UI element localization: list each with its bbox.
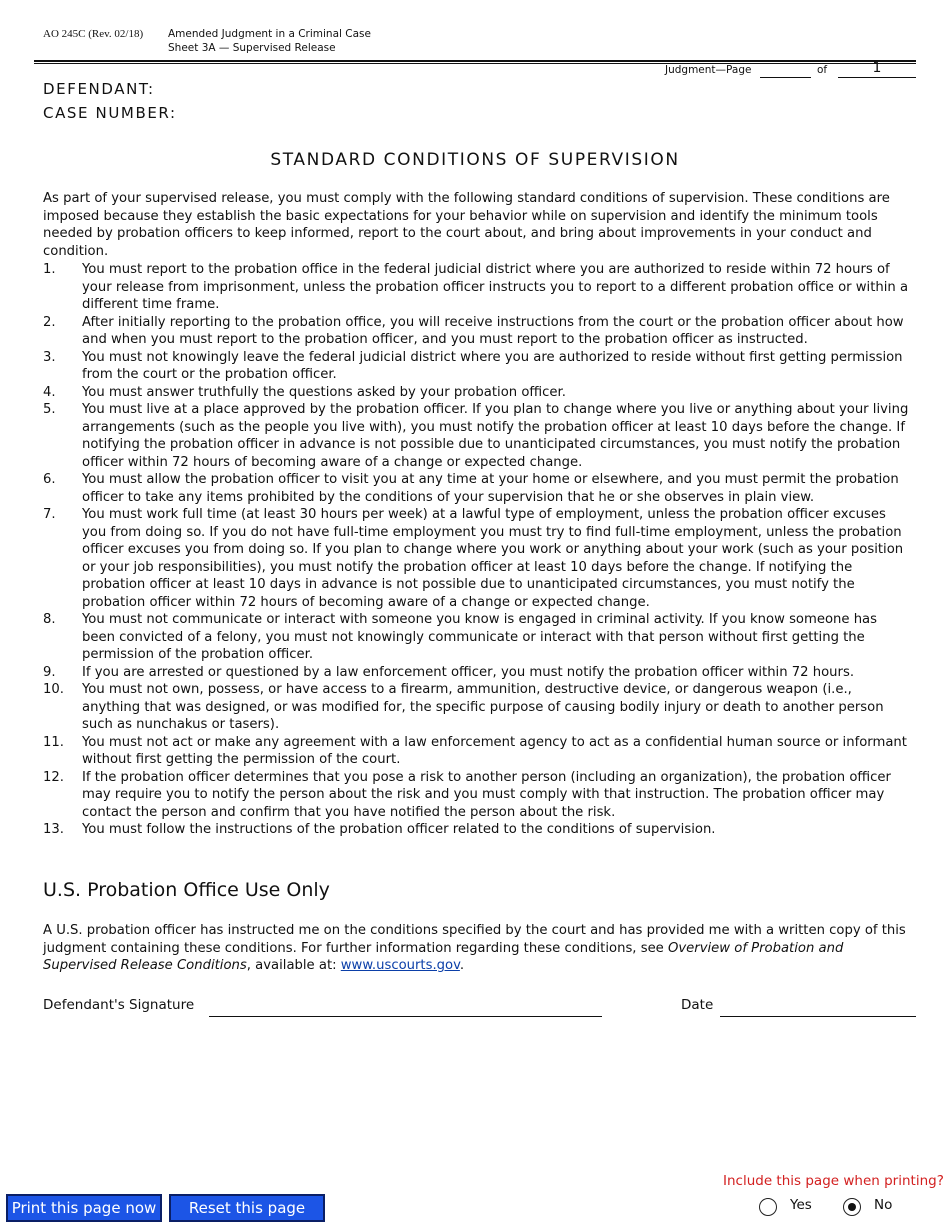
condition-item [43,384,913,402]
yes-label: Yes [790,1197,812,1213]
condition-number: 9. [43,664,56,680]
condition-item [43,471,913,506]
form-title: Amended Judgment in a Criminal Case [168,28,371,40]
condition-number: 11. [43,734,64,750]
page-title: STANDARD CONDITIONS OF SUPERVISION [270,150,680,170]
condition-text: You must not own, possess, or have access to a firearm, ammunition, destructive device, or dangerous weapon (i.e., anything that was designed, or was modified for, the specific purpose of causing bodily injury or death to another person such as nunchakus or tasers). [82,682,884,732]
condition-text: If you are arrested or questioned by a law enforcement officer, you must notify the probation officer within 72 hours. [82,664,855,680]
date-field[interactable] [720,1016,916,1017]
defendant-signature-label: Defendant's Signature [43,997,195,1013]
reset-page-button[interactable]: Reset this page [169,1194,325,1222]
condition-number: 8. [43,612,56,627]
condition-item [43,611,913,664]
case-number-label: CASE NUMBER: [43,104,177,122]
intro-paragraph: As part of your supervised release, you must comply with the following standard conditions of supervision. These conditions are imposed because they establish the basic expectations for your behavior while on supervision and identify the minimum tools needed by probation officers to keep informed, report to the court about, and bring about improvements in your conduct and condition. [43,191,890,259]
condition-text: You must not communicate or interact with someone you know is engaged in criminal activity. If you know someone has been convicted of a felony, you must not knowingly communicate or interact with that person without first getting the permission of the probation officer. [82,612,878,662]
of-label: of [817,64,828,76]
print-page-button[interactable]: Print this page now [6,1194,162,1222]
condition-item [43,401,913,471]
condition-text: You must not act or make any agreement with a law enforcement agency to act as a confidential human source or informant without first getting the permission of the court. [82,734,907,767]
condition-number: 4. [43,384,56,400]
condition-item [43,681,913,734]
judgment-page-underline [760,77,811,78]
defendant-label: DEFENDANT: [43,80,155,98]
condition-number: 6. [43,472,56,487]
office-use-paragraph [43,922,913,975]
uscourts-link[interactable]: www.uscourts.gov [340,958,460,973]
date-label: Date [681,997,714,1013]
no-label: No [874,1197,893,1213]
yes-radio[interactable] [759,1198,777,1216]
include-page-question: Include this page when printing? [723,1173,944,1189]
condition-number: 10. [43,682,64,697]
condition-item [43,769,913,822]
condition-item [43,349,913,384]
form-header [43,27,371,55]
condition-item [43,314,913,349]
form-number: AO 245C (Rev. 02/18) [43,28,144,40]
condition-number: 2. [43,314,56,330]
condition-text: You must report to the probation office in the federal judicial district where you are authorized to reside within 72 hours of your release from imprisonment, unless the probation officer instructs you to report to a different probation office or within a different time frame. [82,262,909,312]
condition-number: 7. [43,507,56,522]
office-use-heading: U.S. Probation Office Use Only [43,879,330,901]
condition-item [43,821,913,839]
condition-item [43,261,913,314]
condition-text: You must allow the probation officer to visit you at any time at your home or elsewhere, and you must permit the probation officer to take any items prohibited by the conditions of your supervision that he or she observes in plain view. [82,472,899,505]
condition-text: You must follow the instructions of the probation officer related to the conditions of supervision. [82,822,716,837]
header-rule-thick [34,60,916,62]
defendant-signature-field[interactable] [209,1016,602,1017]
condition-text: If the probation officer determines that you pose a risk to another person (including an organization), the probation officer may require you to notify the person about the risk and you must comply with that instruction. The probation officer may contact the person and confirm that you have notified the person about the risk. [82,769,891,820]
condition-number: 5. [43,402,56,417]
total-pages-underline [838,77,916,78]
sheet-label: Sheet 3A — Supervised Release [168,42,336,54]
overview-title: Overview of Probation and Supervised Release Conditions [43,940,844,973]
condition-text: After initially reporting to the probation office, you will receive instructions from the court or the probation officer about how and when you must report to the probation officer, and you must report to the probation officer as instructed. [82,314,904,347]
condition-number: 3. [43,349,56,365]
condition-text: You must answer truthfully the questions asked by your probation officer. [82,384,566,400]
condition-text: You must live at a place approved by the probation officer. If you plan to change where you live or anything about your living arrangements (such as the people you live with), you must notify the probation officer at least 10 days before the change. If notifying the probation officer in advance is not possible due to unanticipated circumstances, you must notify the probation officer within 72 hours of becoming aware of a change or expected change. [82,402,909,470]
conditions-list [43,261,913,839]
condition-number: 1. [43,262,56,277]
condition-number: 13. [43,822,64,837]
condition-item [43,664,913,682]
condition-number: 12. [43,769,64,785]
office-text-mid: , available at: [246,958,341,973]
judgment-page-label: Judgment—Page [665,64,752,76]
office-text-after: . [459,958,465,973]
condition-item [43,506,913,611]
condition-text: You must not knowingly leave the federal judicial district where you are authorized to reside without first getting permission from the court or the probation officer. [82,349,903,382]
no-radio[interactable] [843,1198,861,1216]
condition-item [43,734,913,769]
header-rule-thin [34,63,916,64]
total-pages-field[interactable]: 1 [872,60,882,76]
condition-text: You must work full time (at least 30 hours per week) at a lawful type of employment, unless the probation officer excuses you from doing so. If you do not have full-time employment you must try to find full-time employment, unless the probation officer excuses you from doing so. If you plan to change where you work or anything about your work (such as your position or your job responsibilities), you must notify the probation officer at least 10 days before the change. If notifying the probation officer at least 10 days in advance is not possible due to unanticipated circumstances, you must notify the probation officer within 72 hours of becoming aware of a change or expected change. [82,507,904,610]
office-text-before: A U.S. probation officer has instructed me on the conditions specified by the court and has provided me with a written copy of this judgment containing these conditions. For further information regarding these conditions, see [43,923,906,956]
